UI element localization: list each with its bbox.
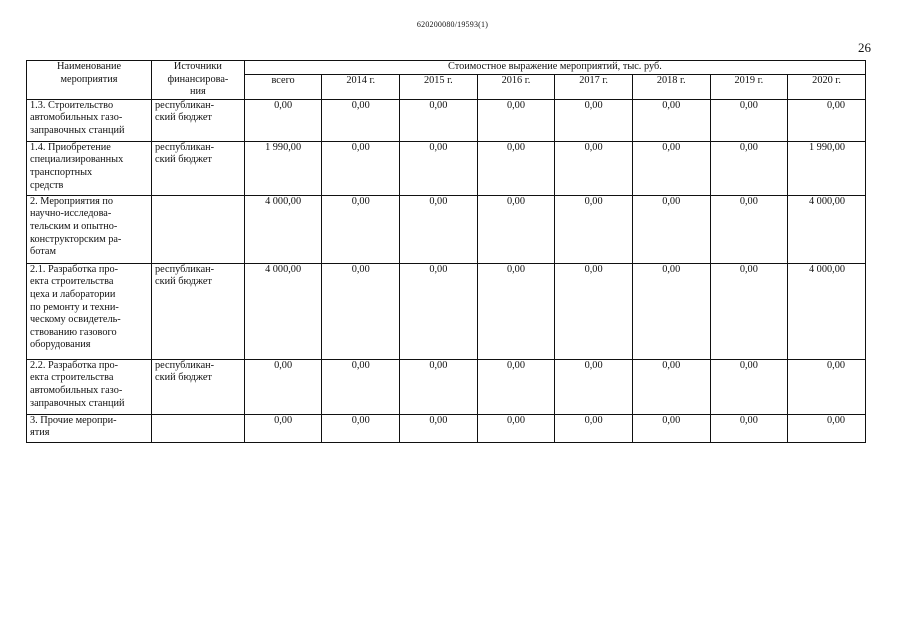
cell-activity-name: 1.3. Строительство автомобильных газо- заправочных станций bbox=[27, 99, 152, 141]
cell-funding-source bbox=[152, 414, 245, 442]
cell-value: 0,00 bbox=[400, 195, 478, 263]
cell-value: 0,00 bbox=[632, 263, 710, 359]
cell-value: 0,00 bbox=[477, 195, 555, 263]
cell-value: 0,00 bbox=[400, 99, 478, 141]
header-year: всего bbox=[244, 75, 322, 100]
cell-value: 0,00 bbox=[710, 99, 788, 141]
cell-activity-name: 2.1. Разработка про- екта строительства цеха и лаборатории по ремонту и техни- ческому освидетель- ствованию газового оборудования bbox=[27, 263, 152, 359]
cell-value: 0,00 bbox=[400, 414, 478, 442]
cell-value: 0,00 bbox=[555, 141, 633, 195]
cell-value: 0,00 bbox=[632, 141, 710, 195]
cell-value: 0,00 bbox=[322, 359, 400, 414]
funding-table bbox=[26, 60, 866, 443]
cell-value: 0,00 bbox=[710, 195, 788, 263]
cell-value: 0,00 bbox=[477, 99, 555, 141]
cell-value: 4 000,00 bbox=[788, 195, 866, 263]
header-year: 2016 г. bbox=[477, 75, 555, 100]
cell-value: 0,00 bbox=[632, 195, 710, 263]
header-year: 2017 г. bbox=[555, 75, 633, 100]
header-cost-group: Стоимостное выражение мероприятий, тыс. руб. bbox=[244, 61, 865, 75]
header-year: 2014 г. bbox=[322, 75, 400, 100]
table-body bbox=[27, 99, 866, 442]
cell-value: 4 000,00 bbox=[244, 263, 322, 359]
page-number: 26 bbox=[858, 40, 871, 55]
cell-value: 0,00 bbox=[555, 195, 633, 263]
cell-value: 1 990,00 bbox=[788, 141, 866, 195]
cell-value: 0,00 bbox=[788, 359, 866, 414]
cell-value: 0,00 bbox=[632, 359, 710, 414]
table-row bbox=[27, 414, 866, 442]
cell-value: 0,00 bbox=[322, 263, 400, 359]
table-row bbox=[27, 141, 866, 195]
cell-value: 0,00 bbox=[710, 141, 788, 195]
document-id: 620200080/19593(1) bbox=[416, 20, 489, 29]
table-row bbox=[27, 263, 866, 359]
table-row bbox=[27, 195, 866, 263]
cell-value: 0,00 bbox=[400, 359, 478, 414]
header-name: Наименование мероприятия bbox=[27, 61, 152, 100]
cell-value: 0,00 bbox=[555, 359, 633, 414]
header-year: 2018 г. bbox=[632, 75, 710, 100]
cell-value: 0,00 bbox=[555, 99, 633, 141]
cell-value: 0,00 bbox=[555, 414, 633, 442]
cell-value: 0,00 bbox=[632, 99, 710, 141]
cell-activity-name: 3. Прочие меропри- ятия bbox=[27, 414, 152, 442]
cell-value: 0,00 bbox=[477, 414, 555, 442]
cell-funding-source: республикан- ский бюджет bbox=[152, 263, 245, 359]
cell-value: 0,00 bbox=[710, 359, 788, 414]
cell-value: 0,00 bbox=[322, 195, 400, 263]
cell-value: 0,00 bbox=[400, 141, 478, 195]
cell-value: 0,00 bbox=[244, 359, 322, 414]
header-year: 2019 г. bbox=[710, 75, 788, 100]
header-source: Источники финансирова- ния bbox=[152, 61, 245, 100]
cell-value: 0,00 bbox=[788, 414, 866, 442]
table-row bbox=[27, 359, 866, 414]
cell-funding-source: республикан- ский бюджет bbox=[152, 141, 245, 195]
cell-value: 0,00 bbox=[477, 359, 555, 414]
cell-value: 0,00 bbox=[632, 414, 710, 442]
cell-value: 0,00 bbox=[477, 141, 555, 195]
cell-funding-source: республикан- ский бюджет bbox=[152, 359, 245, 414]
cell-value: 0,00 bbox=[244, 99, 322, 141]
cell-value: 0,00 bbox=[322, 414, 400, 442]
cell-value: 0,00 bbox=[555, 263, 633, 359]
cell-value: 0,00 bbox=[322, 141, 400, 195]
table-row bbox=[27, 99, 866, 141]
cell-funding-source: республикан- ский бюджет bbox=[152, 99, 245, 141]
header-year: 2020 г. bbox=[788, 75, 866, 100]
cell-value: 0,00 bbox=[788, 99, 866, 141]
cell-value: 0,00 bbox=[244, 414, 322, 442]
cell-value: 0,00 bbox=[322, 99, 400, 141]
cell-value: 4 000,00 bbox=[244, 195, 322, 263]
header-year: 2015 г. bbox=[400, 75, 478, 100]
cell-activity-name: 2. Мероприятия по научно-исследова- тельским и опытно- конструкторским ра- ботам bbox=[27, 195, 152, 263]
cell-activity-name: 1.4. Приобретение специализированных транспортных средств bbox=[27, 141, 152, 195]
cell-value: 0,00 bbox=[710, 414, 788, 442]
cell-value: 1 990,00 bbox=[244, 141, 322, 195]
cell-value: 0,00 bbox=[710, 263, 788, 359]
cell-funding-source bbox=[152, 195, 245, 263]
cell-value: 0,00 bbox=[477, 263, 555, 359]
cell-activity-name: 2.2. Разработка про- екта строительства автомобильных газо- заправочных станций bbox=[27, 359, 152, 414]
cell-value: 0,00 bbox=[400, 263, 478, 359]
cell-value: 4 000,00 bbox=[788, 263, 866, 359]
